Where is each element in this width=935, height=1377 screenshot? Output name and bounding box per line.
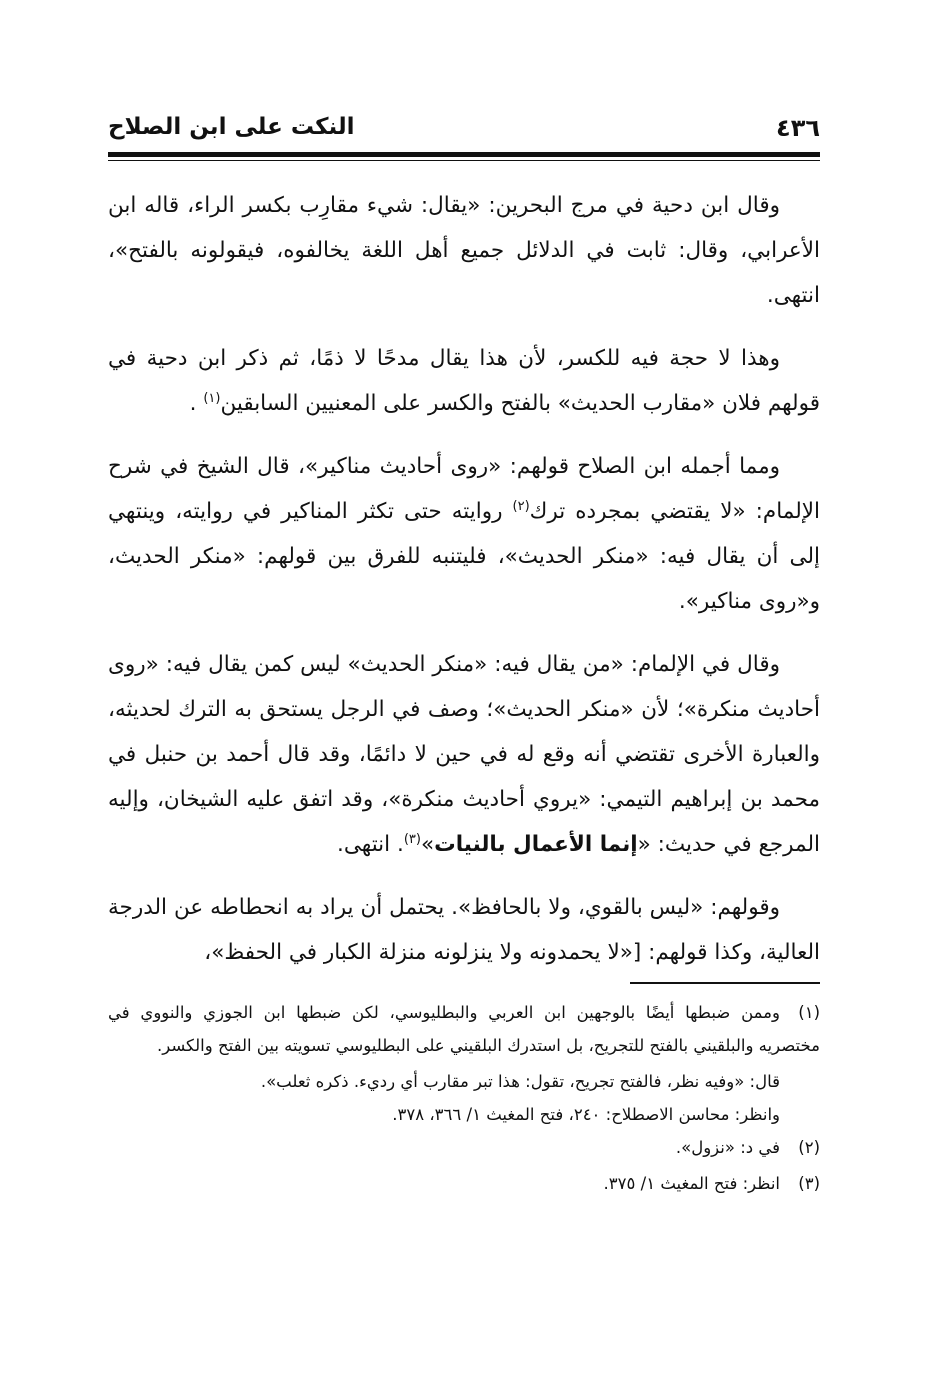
footnote-1 bbox=[108, 996, 820, 1062]
footnote-2-text: في د: «نزول». bbox=[675, 1138, 780, 1157]
paragraph-4-quote-close: » bbox=[420, 832, 435, 857]
main-text bbox=[108, 183, 820, 975]
footnote-1-text: وممن ضبطها أيضًا بالوجهين ابن العربي والبطليوسي، لكن ضبطها ابن الجوزي والنووي في مختصريه والبلقيني بالفتح للتجريح، بل استدرك البلقيني على البطليوسي تسويته بين الفتح والكسر. bbox=[108, 1003, 820, 1055]
footnote-ref-2: (٢) bbox=[512, 498, 530, 514]
paragraph-3 bbox=[108, 444, 820, 624]
paragraph-4-text-c: . انتهى. bbox=[337, 832, 404, 857]
paragraph-2 bbox=[108, 336, 820, 426]
header-rule-thick bbox=[108, 152, 820, 157]
footnote-1-quote: قال: «وفيه نظر، فالفتح تجريح، تقول: هذا تبر مقارب أي رديء. ذكره ثعلب». bbox=[260, 1072, 780, 1091]
page-header bbox=[108, 112, 820, 152]
paragraph-5: وقولهم: «ليس بالقوي، ولا بالحافظ». يحتمل أن يراد به انحطاطه عن الدرجة العالية، وكذا قولهم: [«لا يحمدونه ولا ينزلونه منزلة الكبار في الحفظ»، bbox=[108, 895, 820, 965]
paragraph-2-text: وهذا لا حجة فيه للكسر، لأن هذا يقال مدحًا لا ذمًا، ثم ذكر ابن دحية في قولهم فلان «مقارب الحديث» بالفتح والكسر على المعنيين السابقين bbox=[108, 346, 820, 416]
paragraph-3-text-a: ومما أجمله ابن الصلاح قولهم: «روى أحاديث مناكير»، قال الشيخ في شرح الإلمام: «لا يقتضي بمجرده ترك bbox=[108, 454, 820, 524]
page-number: ٤٣٦ bbox=[776, 114, 820, 142]
footnotes bbox=[108, 996, 820, 1203]
header-rule-thin bbox=[108, 160, 820, 161]
footnote-3-text: انظر: فتح المغيث ١/ ٣٧٥. bbox=[603, 1174, 780, 1193]
footnote-ref-1: (١) bbox=[203, 390, 221, 406]
footnote-3 bbox=[108, 1167, 820, 1200]
paragraph-1: وقال ابن دحية في مرج البحرين: «يقال: شيء مقارِب بكسر الراء، قاله ابن الأعرابي، وقال: ثابت في الدلائل جميع أهل اللغة يخالفوه، فيقولونه بالفتح»، انتهى. bbox=[108, 193, 820, 308]
footnote-1-number: (١) bbox=[798, 1003, 820, 1022]
footnote-2 bbox=[108, 1131, 820, 1164]
paragraph-2-end: . bbox=[189, 391, 204, 416]
footnote-1-reference: وانظر: محاسن الاصطلاح: ٢٤٠، فتح المغيث ١/ ٣٦٦، ٣٧٨. bbox=[392, 1105, 780, 1124]
footnote-separator bbox=[630, 982, 820, 984]
running-title: النكت على ابن الصلاح bbox=[108, 114, 355, 140]
footnote-2-number: (٢) bbox=[798, 1138, 820, 1157]
hadith-title: إنما الأعمال بالنيات bbox=[434, 832, 638, 857]
paragraph-4-text-a: وقال في الإلمام: «من يقال فيه: «منكر الحديث» ليس كمن يقال فيه: «روى أحاديث منكرة»؛ لأن «منكر الحديث»؛ وصف في الرجل يستحق به الترك لحديثه، والعبارة الأخرى تقتضي أنه وقع له في حين لا دائمًا، وقد قال أحمد بن حنبل في محمد بن إبراهيم التيمي: «يروي أحاديث منكرة»، وقد اتفق عليه الشيخان، وإليه المرجع في حديث: « bbox=[108, 652, 820, 857]
paragraph-3-text-b: روايته حتى تكثر المناكير في روايته، وينتهي إلى أن يقال فيه: «منكر الحديث»، فليتنبه للفرق بين قولهم: «منكر الحديث، و«روى مناكير». bbox=[108, 499, 820, 614]
footnote-3-number: (٣) bbox=[798, 1174, 820, 1193]
paragraph-4 bbox=[108, 642, 820, 867]
footnote-ref-3: (٣) bbox=[403, 831, 421, 847]
